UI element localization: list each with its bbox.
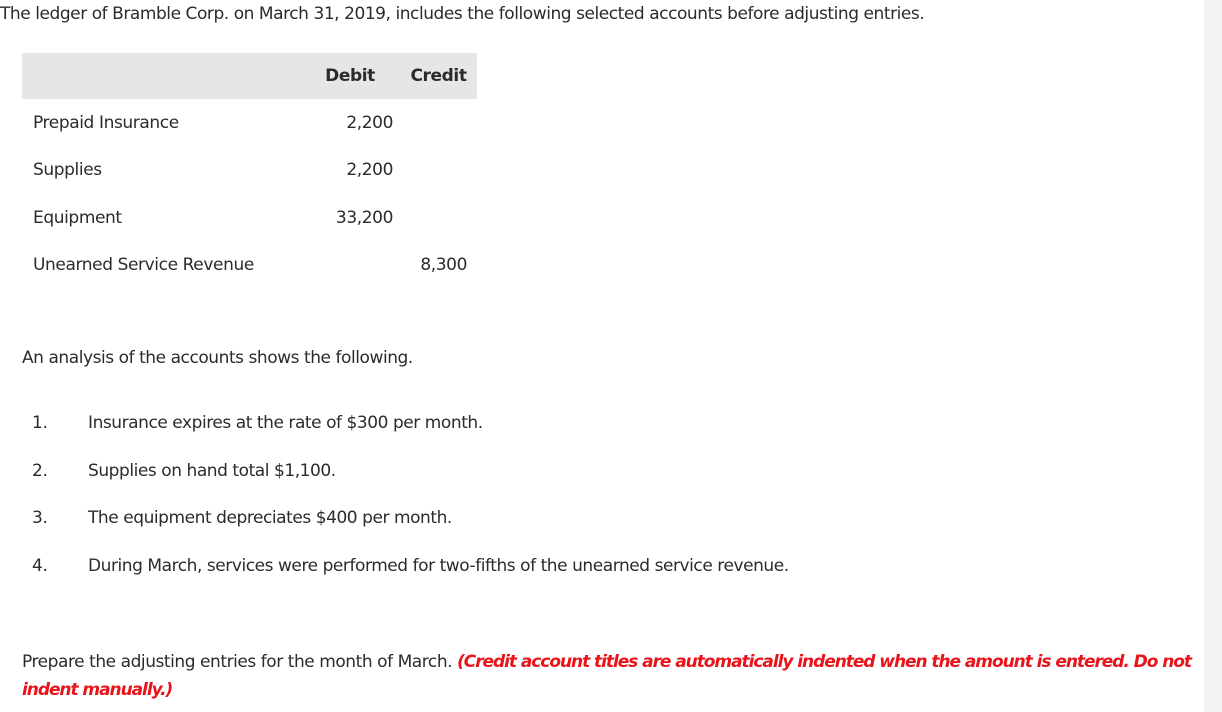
item-number: 4. <box>32 556 48 577</box>
item-text: Supplies on hand total $1,100. <box>88 460 336 481</box>
debit-amount: 2,200 <box>346 112 393 133</box>
item-number: 2. <box>32 460 48 481</box>
account-name: Unearned Service Revenue <box>33 255 254 276</box>
instruction-note: (Credit account titles are automatically indented when the amount is entered. Do not indent manually.) <box>22 652 1191 700</box>
analysis-lead: An analysis of the accounts shows the following. <box>22 348 413 368</box>
account-column-header <box>22 53 300 99</box>
table-row <box>22 147 477 195</box>
credit-column-header: Credit <box>410 66 467 86</box>
credit-amount <box>400 147 477 195</box>
instruction-paragraph <box>22 648 1192 704</box>
item-number: 3. <box>32 508 48 529</box>
account-name: Supplies <box>33 160 102 181</box>
credit-amount: 8,300 <box>420 255 467 276</box>
credit-amount <box>400 194 477 242</box>
item-text: During March, services were performed for two-fifths of the unearned service revenue. <box>88 556 789 577</box>
item-text: Insurance expires at the rate of $300 per month. <box>88 413 483 433</box>
instruction-text: Prepare the adjusting entries for the month of March. <box>22 652 458 672</box>
credit-amount <box>400 99 477 147</box>
problem-intro: The ledger of Bramble Corp. on March 31, 2019, includes the following selected accounts before adjusting entries. <box>0 4 925 24</box>
ledger-table <box>22 53 477 289</box>
table-row <box>22 194 477 242</box>
item-text: The equipment depreciates $400 per month. <box>88 508 452 529</box>
debit-column-header: Debit <box>325 66 375 86</box>
table-row <box>22 242 477 290</box>
account-name: Prepaid Insurance <box>33 112 179 133</box>
ledger-header-row <box>22 53 477 99</box>
debit-amount <box>300 242 400 290</box>
item-number: 1. <box>32 413 48 433</box>
scrollbar-gutter <box>1204 0 1222 712</box>
debit-amount: 33,200 <box>335 207 393 228</box>
debit-amount: 2,200 <box>346 160 393 181</box>
account-name: Equipment <box>33 207 122 228</box>
table-row <box>22 99 477 147</box>
